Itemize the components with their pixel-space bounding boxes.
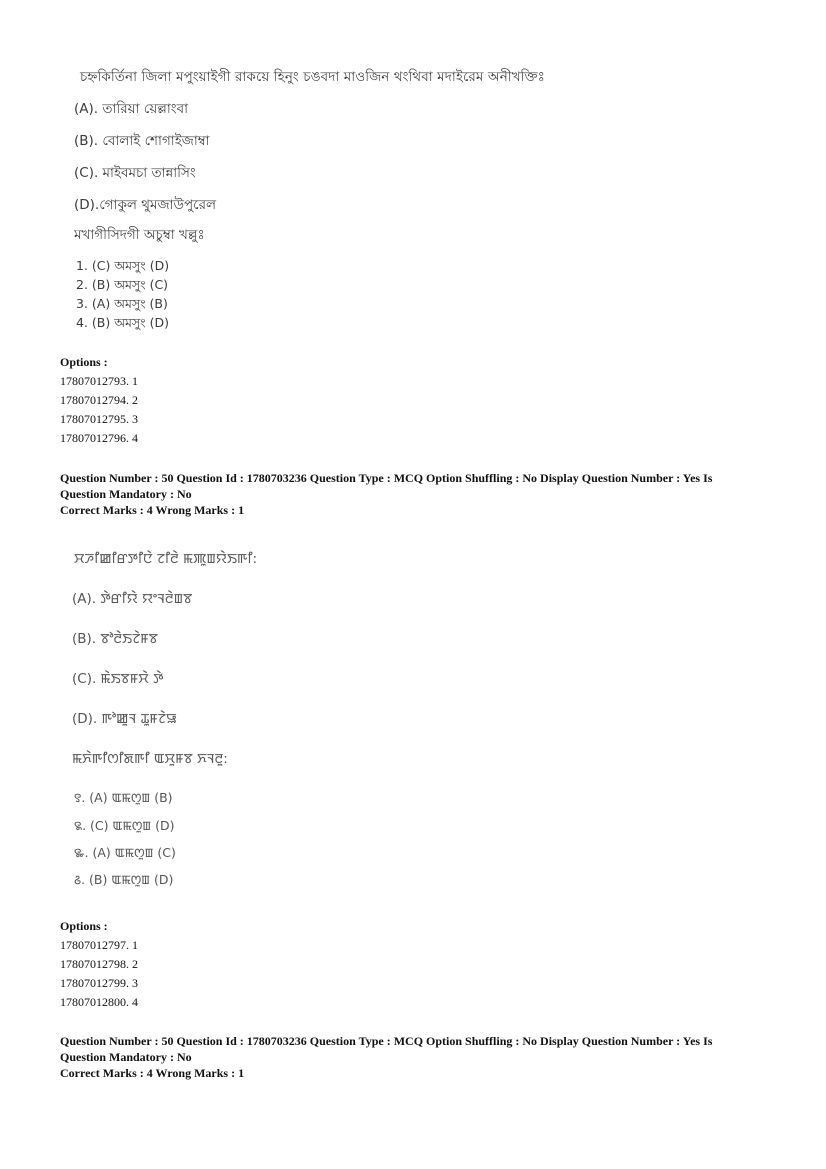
combination-2: ꯲. (C) ꯑꯃꯁꯨꯡ (D) [74,818,175,833]
combination-2: 2. (B) অমসুং (C) [76,277,169,292]
options-heading: Options : [60,355,108,369]
combination-1: ꯱. (A) ꯑꯃꯁꯨꯡ (B) [74,790,173,805]
options-heading: Options : [60,919,108,933]
option-d: (D).গোকুল থুমজাউপুরেল [74,197,217,213]
option-id-4: 17807012796. 4 [60,431,138,445]
option-id-1: 17807012793. 1 [60,374,138,388]
option-id-4: 17807012800. 4 [60,995,138,1009]
option-id-1: 17807012797. 1 [60,938,138,952]
option-b: (B). বোলাই শোগাইজাম্বা [74,133,210,149]
question-meta: Question Number : 50 Question Id : 1780703236 Question Type : MCQ Option Shuffling : No Display Question Number : Yes Is Question Mandatory : No [60,471,713,501]
question-stem: ꯆꯍꯤꯀꯤꯔꯇꯤꯅꯥ ꯖꯤꯂꯥ ꯃꯄꯨꯡꯌꯥꯏꯒꯤ: [74,551,258,567]
option-c: (C). ꯃꯥꯏꯕꯝꯆꯥ ꯇꯥ [72,671,164,687]
combination-3: 3. (A) অমসুং (B) [76,296,168,311]
option-a: (A). ꯇꯥꯔꯤꯌꯥ ꯌꯦꯜꯂꯥꯡꯕ [72,591,193,607]
question-image-meitei [62,540,622,890]
option-id-2: 17807012794. 2 [60,393,138,407]
option-id-2: 17807012798. 2 [60,957,138,971]
option-d: (D). ꯒꯣꯀꯨꯜ ꯊꯨꯝꯖꯥꯎ [72,711,177,727]
question-marks: Correct Marks : 4 Wrong Marks : 1 [60,1066,245,1080]
combination-4: ꯴. (B) ꯑꯃꯁꯨꯡ (D) [74,872,174,887]
combination-4: 4. (B) অমসুং (D) [76,315,169,330]
combination-prompt: ꯃꯈꯥꯒꯤꯁꯤꯗꯒꯤ ꯑꯆꯨꯝꯕ ꯈꯜꯂꯨ: [72,751,228,767]
option-b: (B). ꯕꯣꯂꯥꯏꯖꯥꯝꯕ [72,631,158,647]
option-a: (A). তারিয়া য়েল্লাংবা [74,101,189,117]
question-image-bengali [62,52,622,342]
question-meta: Question Number : 50 Question Id : 1780703236 Question Type : MCQ Option Shuffling : No Display Question Number : Yes Is Question Mandatory : No [60,1034,713,1064]
combination-1: 1. (C) অমসুং (D) [76,258,170,273]
question-marks: Correct Marks : 4 Wrong Marks : 1 [60,503,245,517]
option-id-3: 17807012795. 3 [60,412,138,426]
option-c: (C). মাইবমচা তান্নাসিং [74,165,196,181]
question-stem: চহ্নকির্তিনা জিলা মপুংয়াইগী রাকয়ে হিনুং চঙবদা মাওজিন থংথিবা মদাইরেম অনীখক্তিঃ [80,69,545,85]
combination-prompt: মখাগীসিদগী অচুম্বা খল্লুঃ [74,227,205,243]
combination-3: ꯳. (A) ꯑꯃꯁꯨꯡ (C) [74,845,176,860]
option-id-3: 17807012799. 3 [60,976,138,990]
